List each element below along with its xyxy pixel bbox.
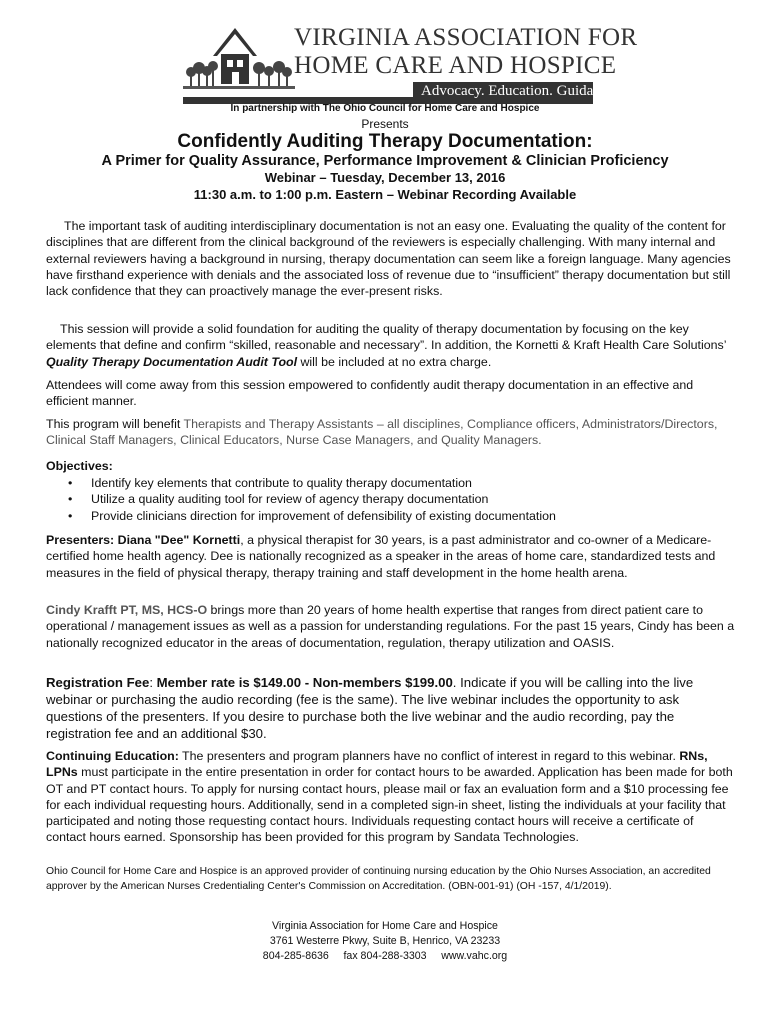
- bullet-icon: •: [68, 508, 73, 523]
- logo-org-line2: HOME CARE AND HOSPICE: [294, 52, 617, 79]
- ce-rns: RNs, LPNs: [46, 749, 708, 780]
- presenters-paragraph: [46, 532, 736, 581]
- footer-street: 3761 Westerre Pkwy, Suite B, Henrico, VA 23233: [269, 935, 501, 947]
- house-trees-logo-icon: [183, 26, 295, 102]
- attendees-paragraph: [46, 377, 736, 410]
- registration-paragraph: Registration Fee: Member rate is $149.00 - Non-members $199.00. Indicate if you will be calling into the live webinar or purchasing the audio recording (fee is the same). The live webinar includes the opportunity to ask questions of the presenters. If you desire to purchase both the live webinar and the audio recording, pay the registration fee and an additional $30.: [46, 675, 694, 741]
- presenters-label: Presenters: Diana "Dee" Kornetti: [46, 533, 241, 547]
- bullet-icon: •: [68, 492, 73, 506]
- benefit-paragraph: [46, 416, 736, 449]
- intro-paragraph: [46, 218, 736, 299]
- cindy-name: Cindy Krafft PT, MS, HCS-O: [46, 603, 208, 617]
- objectives-list: [46, 475, 556, 525]
- vahc-logo: [183, 20, 638, 104]
- logo-tagline: Advocacy. Education. Guidance.: [421, 83, 618, 99]
- cindy-text: brings more than 20 years of home health expertise that ranges from direct patient care to operational / management issues as well as a passion for understanding regulations. For the past 15 years, Cindy has been a nationally recognized educator in the areas of documentation, regulation, therapy utilization and OASIS.: [46, 603, 735, 650]
- session-paragraph: [46, 321, 736, 370]
- attendees-text: Attendees will come away from this session empowered to confidently audit therapy documentation in an effective and efficient manner.: [46, 378, 694, 409]
- bullet-icon: •: [68, 475, 73, 490]
- registration-rates: Member rate is $149.00 - Non-members $199.00: [156, 675, 453, 690]
- partnership-line: In partnership with The Ohio Council for Home Care and Hospice: [230, 103, 540, 114]
- objectives-section: [46, 458, 556, 524]
- cindy-paragraph: [46, 602, 736, 651]
- ce-label: Continuing Education:: [46, 749, 179, 763]
- objectives-heading: Objectives:: [46, 459, 113, 473]
- webinar-time: 11:30 a.m. to 1:00 p.m. Eastern – Webinar Recording Available: [193, 187, 577, 202]
- accreditation-note: Ohio Council for Home Care and Hospice is an approved provider of continuing nursing education by the Ohio Nurses Association, an accredited approver by the American Nurses Credentialing Center's Commission on Accreditation. (OBN-001-91) (OH -157, 4/1/2019).: [46, 866, 711, 892]
- registration-label: Registration Fee: [46, 675, 150, 690]
- presenters-text: , a physical therapist for 30 years, is a past administrator and co-owner of a Medicare-certified home health agency. Dee is nationally recognized as a speaker in the areas of home care, standardized tests and measures in the field of physical therapy, therapy training and staff development in the home health arena.: [46, 533, 716, 580]
- webinar-date: Webinar – Tuesday, December 13, 2016: [264, 170, 506, 185]
- benefit-audience: Therapists and Therapy Assistants – all disciplines, Compliance officers, Administrators/Directors, Clinical Staff Managers, Clinical Educators, Nurse Case Managers, and Quality Managers.: [46, 417, 718, 448]
- logo-org-line1: VIRGINIA ASSOCIATION FOR: [294, 24, 638, 51]
- list-item: • Identify key elements that contribute to quality therapy documentation: [68, 475, 472, 490]
- session-text: This session will provide a solid foundation for auditing the quality of therapy documentation by focusing on the key elements that define and confirm “skilled, reasonable and necessary”. In addition, the Kornetti & Kraft Health Care Solutions’: [46, 322, 727, 353]
- intro-text: The important task of auditing interdisciplinary documentation is not an easy one. Evaluating the quality of the content for disciplines that are different from the clinical background of the reviewers is especially challenging. With many internal and external reviewers having a background in nursing, therapy documentation can seem like a foreign language. Many agencies have firsthand experience with denials and the associated loss of revenue due to “insufficient” therapy documentation but still lack confidence that they can proactively manage the ever-present risks.: [46, 219, 731, 299]
- footer-contact: 804-285-8636 fax 804-288-3303 www.vahc.org: [262, 950, 508, 962]
- audit-tool-name: Quality Therapy Documentation Audit Tool: [46, 354, 298, 369]
- webinar-subtitle: A Primer for Quality Assurance, Performance Improvement & Clinician Proficiency: [101, 153, 669, 169]
- footer-address: [20, 919, 750, 964]
- registration-text: . Indicate if you will be calling into the live webinar or purchasing the audio recording (fee is the same). The live webinar includes the opportunity to ask questions of the presenters. If you desire to purchase both the live webinar and the audio recording, pay the registration fee and an additional $30.: [46, 675, 694, 741]
- webinar-title: Confidently Auditing Therapy Documentation:: [177, 131, 593, 152]
- list-item: • Utilize a quality auditing tool for review of agency therapy documentation: [68, 492, 489, 506]
- benefit-lead: This program will benefit: [46, 417, 184, 431]
- presents-line: Presents: [361, 117, 409, 131]
- footer-org: Virginia Association for Home Care and Hospice: [272, 920, 498, 932]
- session-end: will be included at no extra charge.: [297, 354, 492, 369]
- ce-paragraph: Continuing Education: The presenters and program planners have no conflict of interest in regard to this webinar. RNs, LPNs must participate in the entire presentation in order for contact hours to be awarded. Application has been made for both OT and PT contact hours. To apply for nursing contact hours, please mail or fax an evaluation form and a $10 processing fee for each individual requesting hours. Additionally, send in a completed sign-in sheet, listing the individuals at your facility that participated and noting those requesting contact hours. Individuals requesting contact hours will receive a certificate of contact hours earned. Sponsorship has been provided for this program by Sandata Technologies.: [46, 749, 733, 845]
- list-item: • Provide clinicians direction for improvement of defensibility of existing documentation: [68, 508, 556, 523]
